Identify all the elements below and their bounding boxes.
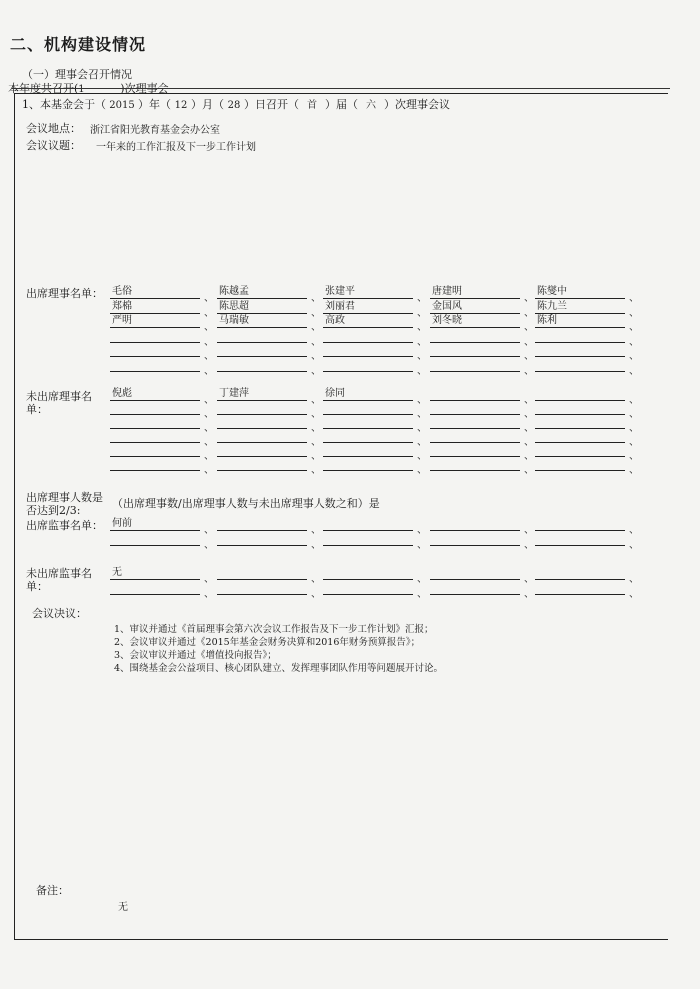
attending-director-slot: 陈九兰 — [535, 301, 625, 314]
name-separator: 、 — [629, 574, 639, 585]
remarks-value: 无 — [118, 902, 128, 913]
name-separator: 、 — [524, 525, 534, 536]
attending-director-slot: 陈越孟 — [217, 286, 307, 299]
name-separator: 、 — [311, 574, 321, 585]
absent-director-slot — [217, 416, 307, 429]
attending-director-slot — [217, 344, 307, 357]
absent-supervisor-slot — [430, 582, 520, 595]
name-separator: 、 — [629, 451, 639, 462]
annual-count-value: 1 — [78, 84, 85, 95]
absent-supervisor-slot — [535, 582, 625, 595]
attending-director-slot — [430, 344, 520, 357]
absent-director-slot — [110, 402, 200, 415]
name-separator: 、 — [204, 322, 214, 333]
name-separator: 、 — [204, 351, 214, 362]
annual-prefix: 本年度共召开( — [8, 82, 79, 95]
attending-supervisor-slot — [323, 518, 413, 531]
name-separator: 、 — [629, 540, 639, 551]
name-separator: 、 — [629, 437, 639, 448]
name-separator: 、 — [524, 574, 534, 585]
absent-director-slot — [430, 388, 520, 401]
meeting-day: 28 — [227, 100, 241, 111]
quorum-note: （出席理事数/出席理事人数与未出席理事人数之和）是 — [112, 497, 380, 510]
attending-supervisor-slot — [535, 518, 625, 531]
absent-director-slot — [535, 416, 625, 429]
attending-director-slot: 毛俗 — [110, 286, 200, 299]
name-separator: 、 — [204, 465, 214, 476]
name-separator: 、 — [629, 589, 639, 600]
name-separator: 、 — [417, 525, 427, 536]
attending-director-slot: 陈燮中 — [535, 286, 625, 299]
name-separator: 、 — [629, 293, 639, 304]
name-separator: 、 — [417, 322, 427, 333]
name-separator: 、 — [204, 574, 214, 585]
name-separator: 、 — [204, 365, 214, 377]
absent-director-slot — [323, 430, 413, 443]
name-separator: 、 — [524, 336, 534, 348]
name-separator: 、 — [204, 589, 214, 600]
absent-director-slot — [430, 430, 520, 443]
resolution-item-1: 1、审议并通过《首届理事会第六次会议工作报告及下一步工作计划》汇报； — [114, 624, 434, 635]
resolutions-label: 会议决议： — [32, 607, 87, 620]
attending-directors-label: 出席理事名单： — [26, 287, 103, 300]
name-separator: 、 — [417, 589, 427, 600]
absent-supervisor-slot — [535, 567, 625, 580]
absent-directors-label: 未出席理事名单： — [26, 390, 92, 416]
absent-director-slot — [217, 444, 307, 457]
attending-supervisor-slot — [217, 533, 307, 546]
section-title: 二、机构建设情况 — [10, 35, 147, 54]
name-separator: 、 — [204, 293, 214, 304]
name-separator: 、 — [311, 409, 321, 420]
name-separator: 、 — [629, 423, 639, 434]
attending-director-slot: 金国风 — [430, 301, 520, 314]
name-separator: 、 — [204, 336, 214, 348]
name-separator: 、 — [629, 365, 639, 377]
subsection-title: （一）理事会召开情况 — [22, 68, 132, 81]
absent-director-slot — [430, 402, 520, 415]
meeting-term: 首 — [307, 100, 317, 111]
name-separator: 、 — [311, 395, 321, 406]
absent-supervisor-slot — [323, 582, 413, 595]
absent-supervisor-slot — [323, 567, 413, 580]
absent-supervisor-slot — [217, 582, 307, 595]
attending-director-slot — [110, 330, 200, 343]
meeting-year-unit: ）年（ — [138, 98, 171, 111]
attending-director-slot — [430, 330, 520, 343]
name-separator: 、 — [417, 437, 427, 448]
name-separator: 、 — [311, 540, 321, 551]
absent-director-slot: 徐同 — [323, 388, 413, 401]
resolution-item-4: 4、围绕基金会公益项目、核心团队建立、发挥理事团队作用等问题展开讨论。 — [114, 663, 444, 674]
meeting-term-unit: ）届（ — [325, 98, 358, 111]
meeting-header — [22, 96, 450, 112]
name-separator: 、 — [524, 307, 534, 319]
meeting-day-unit: ）日召开（ — [244, 98, 299, 111]
absent-director-slot — [110, 458, 200, 471]
name-separator: 、 — [524, 465, 534, 476]
meeting-record-frame — [14, 93, 668, 940]
name-separator: 、 — [311, 589, 321, 600]
absent-supervisor-slot — [430, 567, 520, 580]
name-separator: 、 — [311, 307, 321, 319]
absent-director-slot — [430, 458, 520, 471]
absent-director-slot — [535, 458, 625, 471]
name-separator: 、 — [524, 395, 534, 406]
name-separator: 、 — [629, 409, 639, 420]
name-separator: 、 — [311, 336, 321, 348]
name-separator: 、 — [629, 395, 639, 406]
name-separator: 、 — [524, 351, 534, 362]
absent-supervisor-slot — [217, 567, 307, 580]
meeting-prefix: 1、本基金会于（ — [22, 98, 106, 111]
attending-supervisor-slot: 何前 — [110, 518, 200, 531]
attending-supervisor-slot — [217, 518, 307, 531]
attending-director-slot: 张建平 — [323, 286, 413, 299]
remarks-label: 备注： — [36, 884, 69, 897]
name-separator: 、 — [204, 437, 214, 448]
absent-director-slot — [323, 458, 413, 471]
absent-director-slot — [323, 402, 413, 415]
absent-supervisor-slot — [110, 582, 200, 595]
name-separator: 、 — [524, 437, 534, 448]
top-rule — [12, 88, 670, 89]
name-separator: 、 — [204, 451, 214, 462]
name-separator: 、 — [524, 423, 534, 434]
meeting-month-unit: ）月（ — [191, 98, 224, 111]
name-separator: 、 — [524, 451, 534, 462]
name-separator: 、 — [311, 451, 321, 462]
attending-director-slot — [110, 344, 200, 357]
name-separator: 、 — [311, 293, 321, 304]
name-separator: 、 — [524, 540, 534, 551]
name-separator: 、 — [524, 409, 534, 420]
absent-director-slot: 丁建萍 — [217, 388, 307, 401]
name-separator: 、 — [311, 365, 321, 377]
absent-director-slot: 倪彪 — [110, 388, 200, 401]
name-separator: 、 — [524, 322, 534, 333]
absent-director-slot — [323, 416, 413, 429]
attending-supervisor-slot — [430, 533, 520, 546]
name-separator: 、 — [204, 540, 214, 551]
attending-supervisor-slot — [323, 533, 413, 546]
location-label: 会议地点： — [26, 122, 81, 135]
absent-director-slot — [430, 416, 520, 429]
attending-director-slot — [217, 330, 307, 343]
name-separator: 、 — [417, 409, 427, 420]
absent-director-slot — [535, 388, 625, 401]
name-separator: 、 — [311, 437, 321, 448]
topic-value: 一年来的工作汇报及下一步工作计划 — [96, 142, 256, 153]
name-separator: 、 — [629, 525, 639, 536]
attending-director-slot — [535, 344, 625, 357]
attending-director-slot — [323, 330, 413, 343]
name-separator: 、 — [417, 451, 427, 462]
absent-director-slot — [323, 444, 413, 457]
attending-director-slot — [430, 359, 520, 372]
name-separator: 、 — [311, 465, 321, 476]
attending-director-slot: 严明 — [110, 315, 200, 328]
name-separator: 、 — [311, 525, 321, 536]
absent-supervisor-slot: 无 — [110, 567, 200, 580]
attending-director-slot: 马瑞敏 — [217, 315, 307, 328]
absent-director-slot — [110, 444, 200, 457]
name-separator: 、 — [204, 525, 214, 536]
attending-supervisor-slot — [535, 533, 625, 546]
name-separator: 、 — [417, 336, 427, 348]
attending-director-slot: 郑棉 — [110, 301, 200, 314]
attending-supervisor-slot — [430, 518, 520, 531]
name-separator: 、 — [629, 322, 639, 333]
attending-director-slot — [535, 359, 625, 372]
quorum-label: 出席理事人数是否达到2/3: — [26, 491, 103, 517]
resolution-item-3: 3、会议审议并通过《增值投向报告》； — [114, 650, 277, 661]
absent-director-slot — [217, 458, 307, 471]
name-separator: 、 — [204, 409, 214, 420]
name-separator: 、 — [524, 589, 534, 600]
attending-director-slot — [535, 330, 625, 343]
attending-director-slot: 唐建明 — [430, 286, 520, 299]
annual-suffix: )次理事会 — [120, 82, 169, 95]
attending-director-slot — [217, 359, 307, 372]
attending-supervisors-label: 出席监事名单： — [26, 519, 103, 532]
name-separator: 、 — [311, 322, 321, 333]
absent-supervisors-label: 未出席监事名单： — [26, 567, 92, 593]
absent-director-slot — [217, 430, 307, 443]
name-separator: 、 — [629, 351, 639, 362]
absent-director-slot — [535, 402, 625, 415]
attending-director-slot: 刘冬晓 — [430, 315, 520, 328]
attending-director-slot: 刘丽君 — [323, 301, 413, 314]
name-separator: 、 — [524, 293, 534, 304]
absent-director-slot — [535, 430, 625, 443]
name-separator: 、 — [629, 465, 639, 476]
name-separator: 、 — [204, 395, 214, 406]
topic-label: 会议议题： — [26, 139, 81, 152]
name-separator: 、 — [524, 365, 534, 377]
resolution-item-2: 2、会议审议并通过《2015年基金会财务决算和2016年财务预算报告》； — [114, 637, 421, 648]
name-separator: 、 — [204, 423, 214, 434]
absent-director-slot — [110, 416, 200, 429]
name-separator: 、 — [417, 395, 427, 406]
attending-director-slot: 陈利 — [535, 315, 625, 328]
name-separator: 、 — [204, 307, 214, 319]
absent-director-slot — [430, 444, 520, 457]
name-separator: 、 — [629, 307, 639, 319]
attending-director-slot — [323, 359, 413, 372]
absent-director-slot — [217, 402, 307, 415]
name-separator: 、 — [311, 351, 321, 362]
absent-director-slot — [110, 430, 200, 443]
attending-supervisor-slot — [110, 533, 200, 546]
name-separator: 、 — [417, 365, 427, 377]
meeting-year: 2015 — [109, 100, 135, 111]
meeting-session: 六 — [366, 100, 376, 111]
name-separator: 、 — [417, 307, 427, 319]
attending-director-slot: 陈思超 — [217, 301, 307, 314]
attending-director-slot — [110, 359, 200, 372]
name-separator: 、 — [311, 423, 321, 434]
absent-director-slot — [535, 444, 625, 457]
name-separator: 、 — [417, 423, 427, 434]
location-value: 浙江省阳光教育基金会办公室 — [90, 125, 220, 136]
name-separator: 、 — [417, 574, 427, 585]
name-separator: 、 — [629, 336, 639, 348]
name-separator: 、 — [417, 351, 427, 362]
name-separator: 、 — [417, 465, 427, 476]
meeting-session-unit: ）次理事会议 — [384, 98, 450, 111]
name-separator: 、 — [417, 540, 427, 551]
name-separator: 、 — [417, 293, 427, 304]
attending-director-slot — [323, 344, 413, 357]
meeting-month: 12 — [174, 100, 188, 111]
attending-director-slot: 高政 — [323, 315, 413, 328]
